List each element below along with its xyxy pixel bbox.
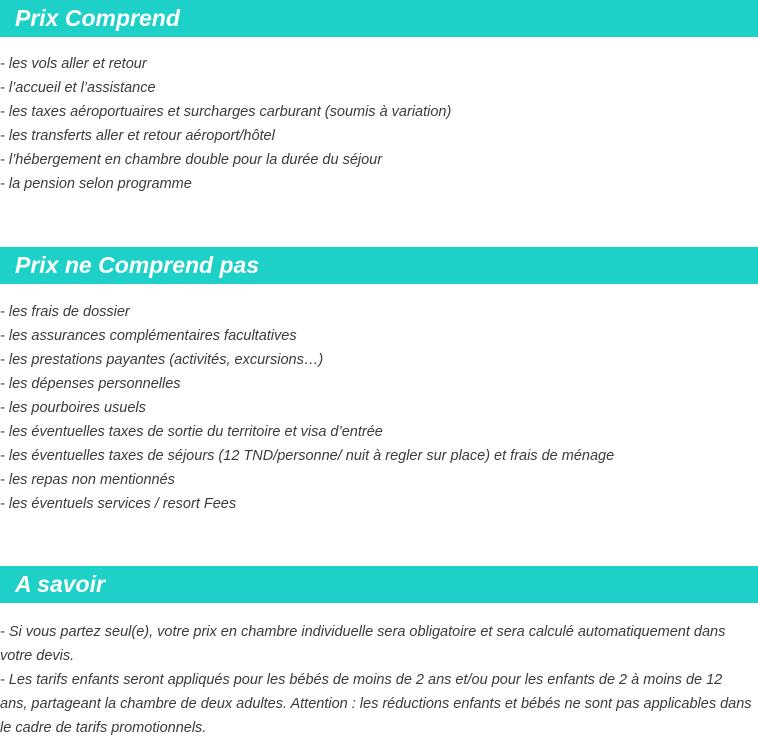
list-item: - les éventuels services / resort Fees [0, 496, 237, 512]
section-title: Prix Comprend [0, 0, 758, 37]
list-item: - les prestations payantes (activités, excursions…) [0, 352, 324, 368]
list-item: - l’hébergement en chambre double pour la durée du séjour [0, 152, 383, 168]
info-paragraph: - Si vous partez seul(e), votre prix en chambre individuelle sera obligatoire et sera calculé automatiquement dans votre devis. [0, 624, 726, 664]
section-prix-ne-comprend-pas [0, 247, 758, 516]
section-prix-comprend [0, 0, 758, 196]
list-item: - les dépenses personnelles [0, 376, 181, 392]
list-item: - les assurances complémentaires facultatives [0, 328, 297, 344]
list-item: - les pourboires usuels [0, 400, 146, 416]
list-item: - les éventuelles taxes de sortie du territoire et visa d’entrée [0, 424, 383, 440]
list-item: - les repas non mentionnés [0, 472, 175, 488]
list-item: - les transferts aller et retour aéroport/hôtel [0, 128, 275, 144]
section-title: A savoir [0, 566, 758, 603]
excluded-list [0, 300, 758, 516]
info-paragraph: - Les tarifs enfants seront appliqués pour les bébés de moins de 2 ans et/ou pour les enfants de 2 à moins de 12 ans, partageant la chambre de deux adultes. Attention : les réductions enfants et bébés ne sont pas applicables dans le cadre de tarifs promotionnels. [0, 672, 752, 736]
section-title: Prix ne Comprend pas [0, 247, 758, 284]
section-a-savoir [0, 566, 758, 740]
list-item: - les taxes aéroportuaires et surcharges carburant (soumis à variation) [0, 104, 452, 120]
list-item: - l’accueil et l’assistance [0, 80, 156, 96]
info-paragraphs [0, 620, 758, 740]
list-item: - les éventuelles taxes de séjours (12 TND/personne/ nuit à regler sur place) et frais de ménage [0, 448, 615, 464]
list-item: - la pension selon programme [0, 176, 192, 192]
list-item: - les vols aller et retour [0, 56, 147, 72]
list-item: - les frais de dossier [0, 304, 130, 320]
included-list [0, 52, 758, 196]
